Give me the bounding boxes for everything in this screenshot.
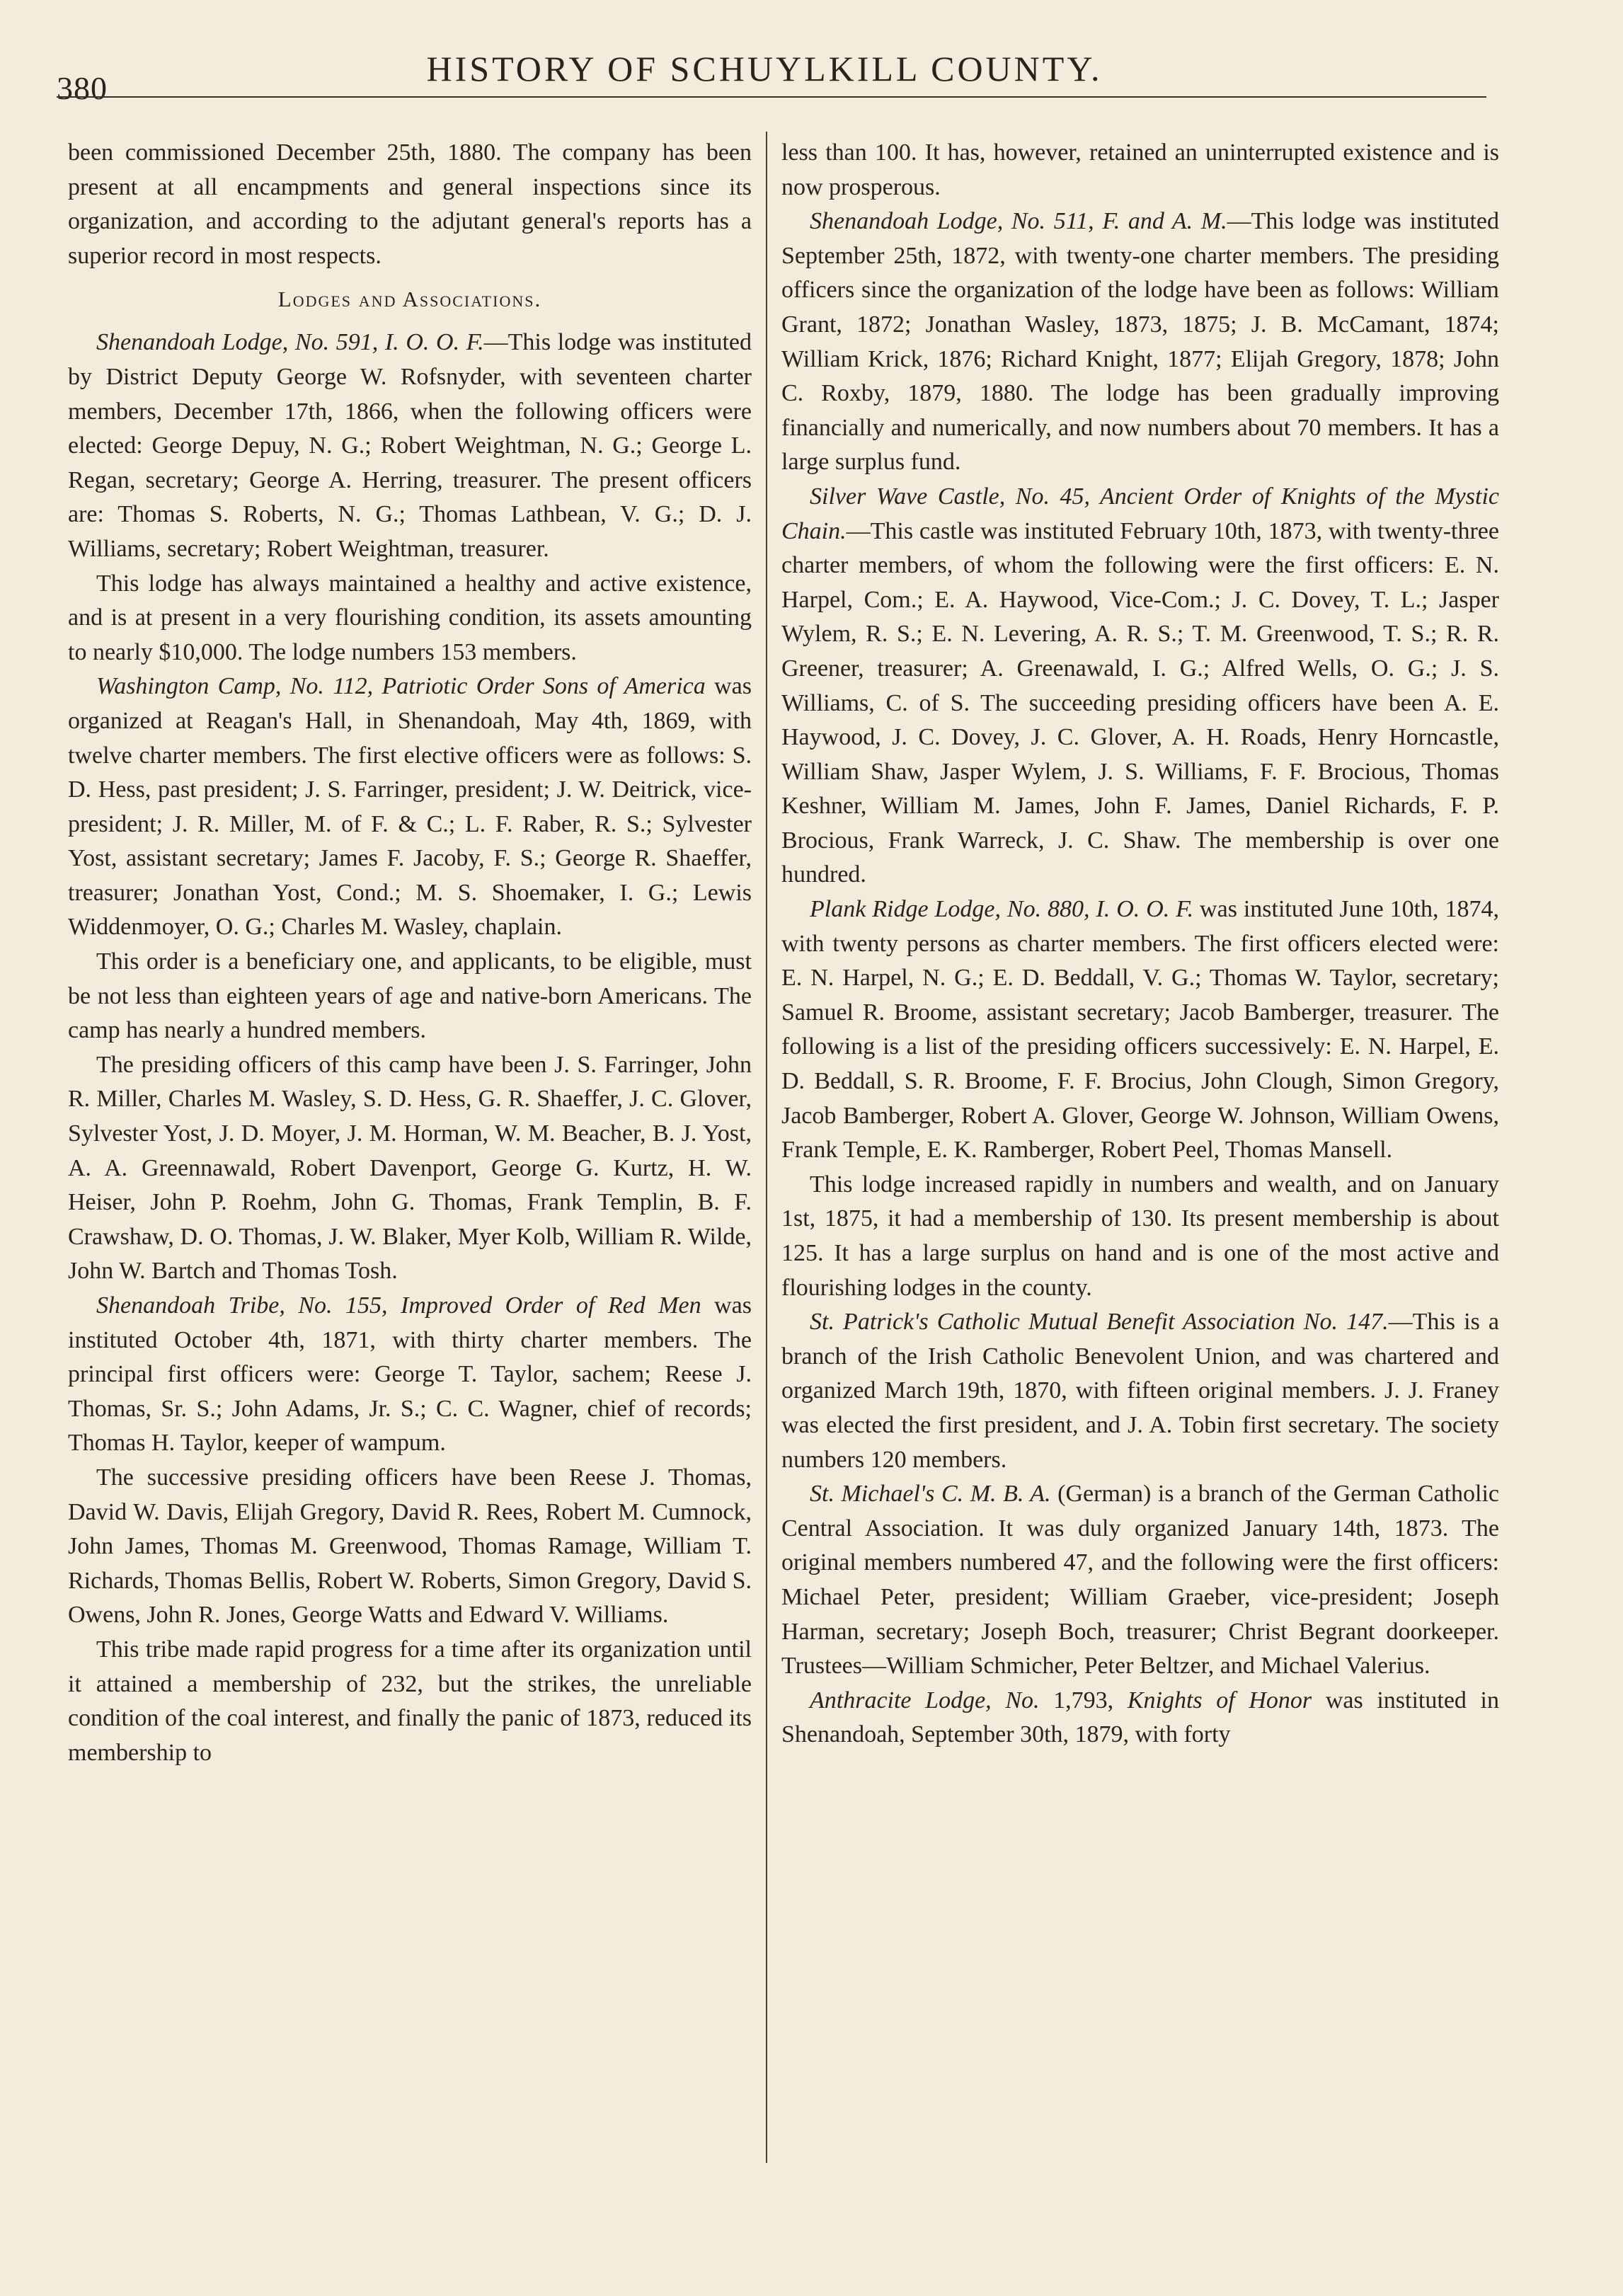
- lodge-name: Plank Ridge Lodge, No. 880, I. O. O. F.: [810, 896, 1194, 923]
- paragraph: Plank Ridge Lodge, No. 880, I. O. O. F. was instituted June 10th, 1874, with twenty persons as charter members. The first officers elected were: E. N. Harpel, N. G.; E. D. Beddall, V. G.; Thomas W. Taylor, secretary; Samuel R. Broome, assistant secretary; Jacob Bamberger, treasurer. The following is a list of the presiding officers successively: E. N. Harpel, E. D. Beddall, S. R. Broome, F. F. Brocius, John Clough, Simon Gregory, Jacob Bamberger, Robert A. Glover, George W. Johnson, William Owens, Frank Temple, E. K. Ramberger, Robert Peel, Thomas Mansell.: [781, 896, 1499, 1164]
- lodge-name: Shenandoah Lodge, No. 591, I. O. O. F.: [96, 329, 484, 356]
- paragraph: The presiding officers of this camp have been J. S. Farringer, John R. Miller, Charles M. Wasley, S. D. Hess, G. R. Shaeffer, J. C. Glover, Sylvester Yost, J. D. Moyer, J. M. Horman, W. M. Beacher, B. J. Yost, A. A. Greennawald, Robert Davenport, George G. Kurtz, H. W. Heiser, John P. Roehm, John G. Thomas, Frank Templin, B. F. Crawshaw, D. O. Thomas, J. W. Blaker, Myer Kolb, William R. Wilde, John W. Bartch and Thomas Tosh.: [68, 1051, 752, 1285]
- paragraph: St. Patrick's Catholic Mutual Benefit Association No. 147.—This is a branch of the Irish Catholic Benevolent Union, and was chartered and organized March 19th, 1870, with fifteen original members. J. J. Franey was elected the first president, and J. A. Tobin first secretary. The society numbers 120 members.: [781, 1309, 1499, 1473]
- paragraph: This order is a beneficiary one, and applicants, to be eligible, must be not less than eighteen years of age and native-born Americans. The camp has nearly a hundred members.: [68, 948, 752, 1044]
- paragraph: Washington Camp, No. 112, Patriotic Order Sons of America was organized at Reagan's Hall, in Shenandoah, May 4th, 1869, with twelve charter members. The first elective officers were as follows: S. D. Hess, past president; J. S. Farringer, president; J. W. Deitrick, vice-president; J. R. Miller, M. of F. & C.; L. F. Raber, R. S.; Sylvester Yost, assistant secretary; James F. Jacoby, F. S.; George R. Shaeffer, treasurer; Jonathan Yost, Cond.; M. S. Shoemaker, I. G.; Lewis Widdenmoyer, O. G.; Charles M. Wasley, chaplain.: [68, 673, 752, 941]
- paragraph: The successive presiding officers have been Reese J. Thomas, David W. Davis, Elijah Gregory, David R. Rees, Robert M. Cumnock, John James, Thomas M. Greenwood, Thomas Ramage, William T. Richards, Thomas Bellis, Robert W. Roberts, Simon Gregory, David S. Owens, John R. Jones, George Watts and Edward V. Williams.: [68, 1464, 752, 1629]
- lodge-name: Shenandoah Lodge, No. 511, F. and A. M.: [810, 208, 1227, 235]
- section-heading: Lodges and Associations.: [277, 287, 542, 312]
- paragraph: This tribe made rapid progress for a time after its organization until it attained a membership of 232, but the strikes, the unreliable condition of the coal interest, and finally the panic of 1873, reduced its membership to: [68, 1636, 752, 1766]
- paragraph: This lodge has always maintained a healthy and active existence, and is at present in a very flourishing condition, its assets amounting to nearly $10,000. The lodge numbers 153 members.: [68, 570, 752, 665]
- column-rule: [766, 132, 767, 2163]
- paragraph: Shenandoah Lodge, No. 591, I. O. O. F.—This lodge was instituted by District Deputy George W. Rofsnyder, with seventeen charter members, December 17th, 1866, when the following officers were elected: George Depuy, N. G.; Robert Weightman, N. G.; George L. Regan, secretary; George A. Herring, treasurer. The present officers are: Thomas S. Roberts, N. G.; Thomas Lathbean, V. G.; D. J. Williams, secretary; Robert Weightman, treasurer.: [68, 329, 752, 562]
- paragraph: been commissioned December 25th, 1880. The company has been present at all encampments and general inspections since its organization, and according to the adjutant general's reports has a superior record in most respects.: [68, 139, 752, 269]
- page-number: 380: [57, 70, 108, 106]
- page-header: [42, 41, 1486, 106]
- paragraph: Anthracite Lodge, No. 1,793, Knights of Honor was instituted in Shenandoah, September 30th, 1879, with forty: [781, 1687, 1499, 1748]
- running-title: HISTORY OF SCHUYLKILL COUNTY.: [426, 49, 1103, 88]
- paragraph: Silver Wave Castle, No. 45, Ancient Order of Knights of the Mystic Chain.—This castle was instituted February 10th, 1873, with twenty-three charter members, of whom the following were the first officers: E. N. Harpel, Com.; E. A. Haywood, Vice-Com.; J. C. Dovey, T. L.; Jasper Wylem, R. S.; E. N. Levering, A. R. S.; T. M. Greenwood, T. S.; R. R. Greener, treasurer; A. Greenawald, I. G.; Alfred Wells, O. G.; J. S. Williams, C. of S. The succeeding presiding officers have been A. E. Haywood, J. C. Dovey, J. C. Glover, A. H. Roads, Henry Horncastle, William Shaw, Jasper Wylem, J. S. Williams, F. F. Brocious, Thomas Keshner, William M. James, John F. James, Daniel Richards, F. P. Brocious, Frank Warreck, J. C. Shaw. The membership is over one hundred.: [781, 483, 1499, 888]
- lodge-name: St. Patrick's Catholic Mutual Benefit Association No. 147.: [810, 1309, 1389, 1336]
- lodge-name: Silver Wave Castle, No. 45, Ancient Order of Knights of the Mystic Chain.: [781, 483, 1499, 544]
- paragraph: Shenandoah Lodge, No. 511, F. and A. M.—This lodge was instituted September 25th, 1872, with twenty-one charter members. The presiding officers since the organization of the lodge have been as follows: William Grant, 1872; Jonathan Wasley, 1873, 1875; J. B. McCamant, 1874; William Krick, 1876; Richard Knight, 1877; Elijah Gregory, 1878; John C. Roxby, 1879, 1880. The lodge has been gradually improving financially and numerically, and now numbers about 70 members. It has a large surplus fund.: [781, 208, 1499, 476]
- lodge-name: Anthracite Lodge, No.: [810, 1687, 1040, 1714]
- left-column: [68, 136, 752, 2160]
- paragraph: Shenandoah Tribe, No. 155, Improved Order of Red Men was instituted October 4th, 1871, with thirty charter members. The principal first officers were: George T. Taylor, sachem; Reese J. Thomas, Sr. S.; John Adams, Jr. S.; C. C. Wagner, chief of records; Thomas H. Taylor, keeper of wampum.: [68, 1292, 752, 1457]
- lodge-name: Knights of Honor: [1127, 1687, 1312, 1714]
- lodge-name: St. Michael's C. M. B. A.: [810, 1481, 1051, 1508]
- paragraph: St. Michael's C. M. B. A. (German) is a branch of the German Catholic Central Association. It was duly organized January 14th, 1873. The original members numbered 47, and the following were the first officers: Michael Peter, president; William Graeber, vice-president; Joseph Harman, secretary; Joseph Boch, treasurer; Christ Begrant doorkeeper. Trustees—William Schmicher, Peter Beltzer, and Michael Valerius.: [781, 1481, 1499, 1680]
- header-rule: [57, 96, 1486, 98]
- lodge-name: Washington Camp, No. 112, Patriotic Order Sons of America: [96, 673, 706, 700]
- paragraph: This lodge increased rapidly in numbers and wealth, and on January 1st, 1875, it had a membership of 130. Its present membership is about 125. It has a large surplus on hand and is one of the most active and flourishing lodges in the county.: [781, 1171, 1499, 1301]
- right-column: [781, 136, 1499, 2160]
- lodge-name: Shenandoah Tribe, No. 155, Improved Order of Red Men: [96, 1292, 701, 1319]
- paragraph: less than 100. It has, however, retained an uninterrupted existence and is now prosperous.: [781, 139, 1499, 200]
